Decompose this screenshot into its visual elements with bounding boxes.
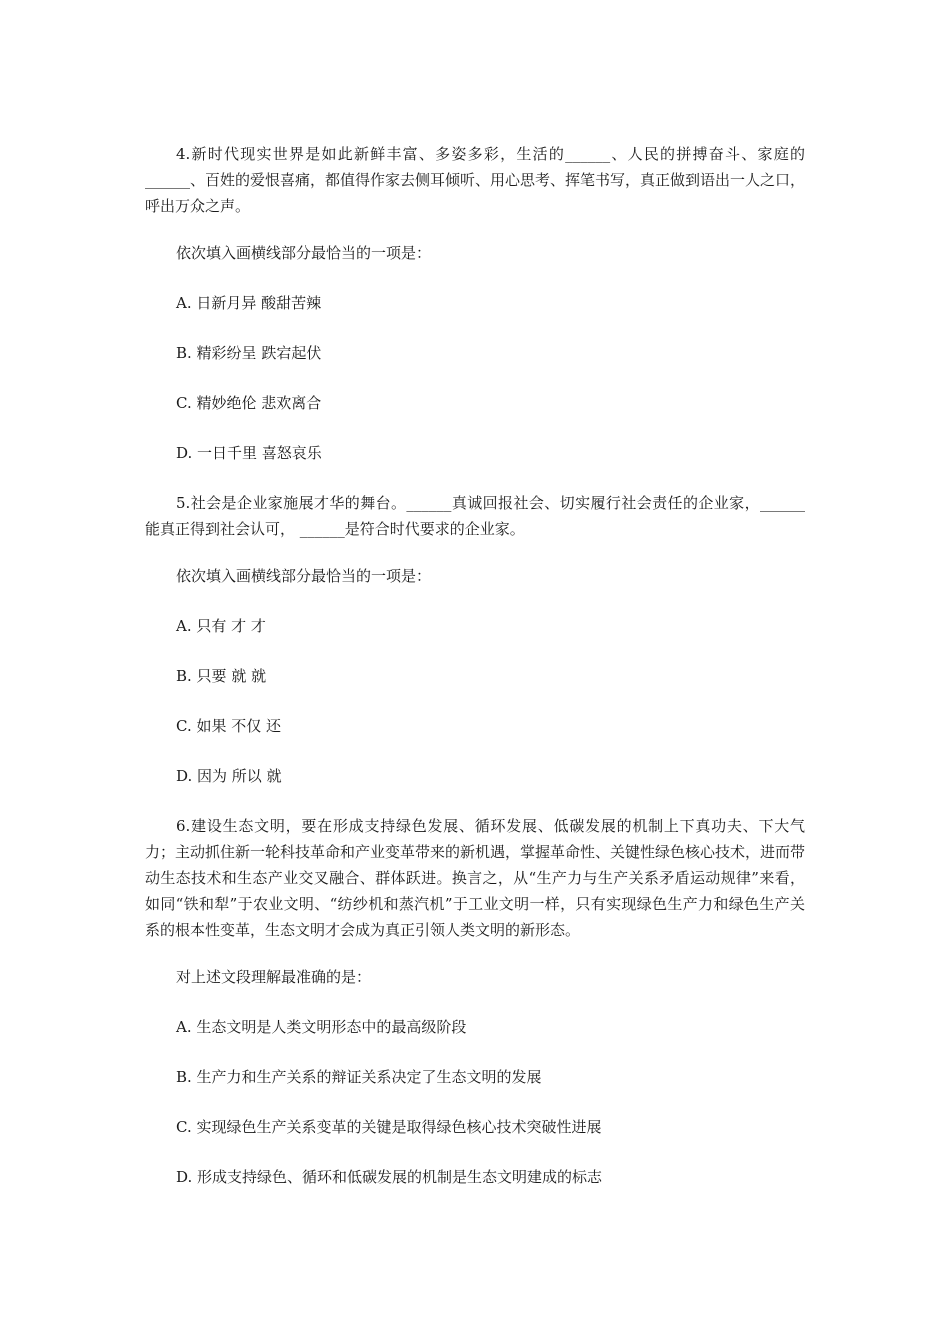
document-page [145, 141, 805, 1214]
option-b: B. 精彩纷呈 跌宕起伏 [176, 344, 322, 362]
question-stem: 5.社会是企业家施展才华的舞台。______真诚回报社会、切实履行社会责任的企业家，______能真正得到社会认可， ______是符合时代要求的企业家。 [145, 494, 805, 538]
question-4 [145, 141, 805, 466]
option-b: B. 生产力和生产关系的辩证关系决定了生态文明的发展 [176, 1068, 542, 1086]
question-prompt: 依次填入画横线部分最恰当的一项是： [176, 567, 432, 585]
option-b: B. 只要 就 就 [176, 667, 267, 685]
option-a: A. 日新月异 酸甜苦辣 [176, 294, 322, 312]
option-d: D. 形成支持绿色、循环和低碳发展的机制是生态文明建成的标志 [176, 1168, 603, 1186]
question-prompt: 依次填入画横线部分最恰当的一项是： [176, 244, 432, 262]
option-c: C. 实现绿色生产关系变革的关键是取得绿色核心技术突破性进展 [176, 1118, 602, 1136]
option-d: D. 一日千里 喜怒哀乐 [176, 444, 322, 462]
question-stem: 6.建设生态文明，要在形成支持绿色发展、循环发展、低碳发展的机制上下真功夫、下大气力；主动抓住新一轮科技革命和产业变革带来的新机遇，掌握革命性、关键性绿色核心技术，进而带动生态技术和生态产业交叉融合、群体跃进。换言之，从“生产力与生产关系矛盾运动规律”来看，如同“铁和犁”于农业文明、“纺纱机和蒸汽机”于工业文明一样，只有实现绿色生产力和绿色生产关系的根本性变革，生态文明才会成为真正引领人类文明的新形态。 [145, 817, 806, 939]
option-c: C. 如果 不仅 还 [176, 717, 282, 735]
option-a: A. 生态文明是人类文明形态中的最高级阶段 [176, 1018, 467, 1036]
option-d: D. 因为 所以 就 [176, 767, 282, 785]
question-6 [145, 813, 805, 1190]
question-stem: 4.新时代现实世界是如此新鲜丰富、多姿多彩，生活的______、人民的拼搏奋斗、家庭的______、百姓的爱恨喜痛，都值得作家去侧耳倾听、用心思考、挥笔书写，真正做到语出一人之口，呼出万众之声。 [145, 145, 806, 215]
option-c: C. 精妙绝伦 悲欢离合 [176, 394, 322, 412]
question-prompt: 对上述文段理解最准确的是： [176, 968, 372, 986]
question-5 [145, 490, 805, 789]
option-a: A. 只有 才 才 [176, 617, 266, 635]
